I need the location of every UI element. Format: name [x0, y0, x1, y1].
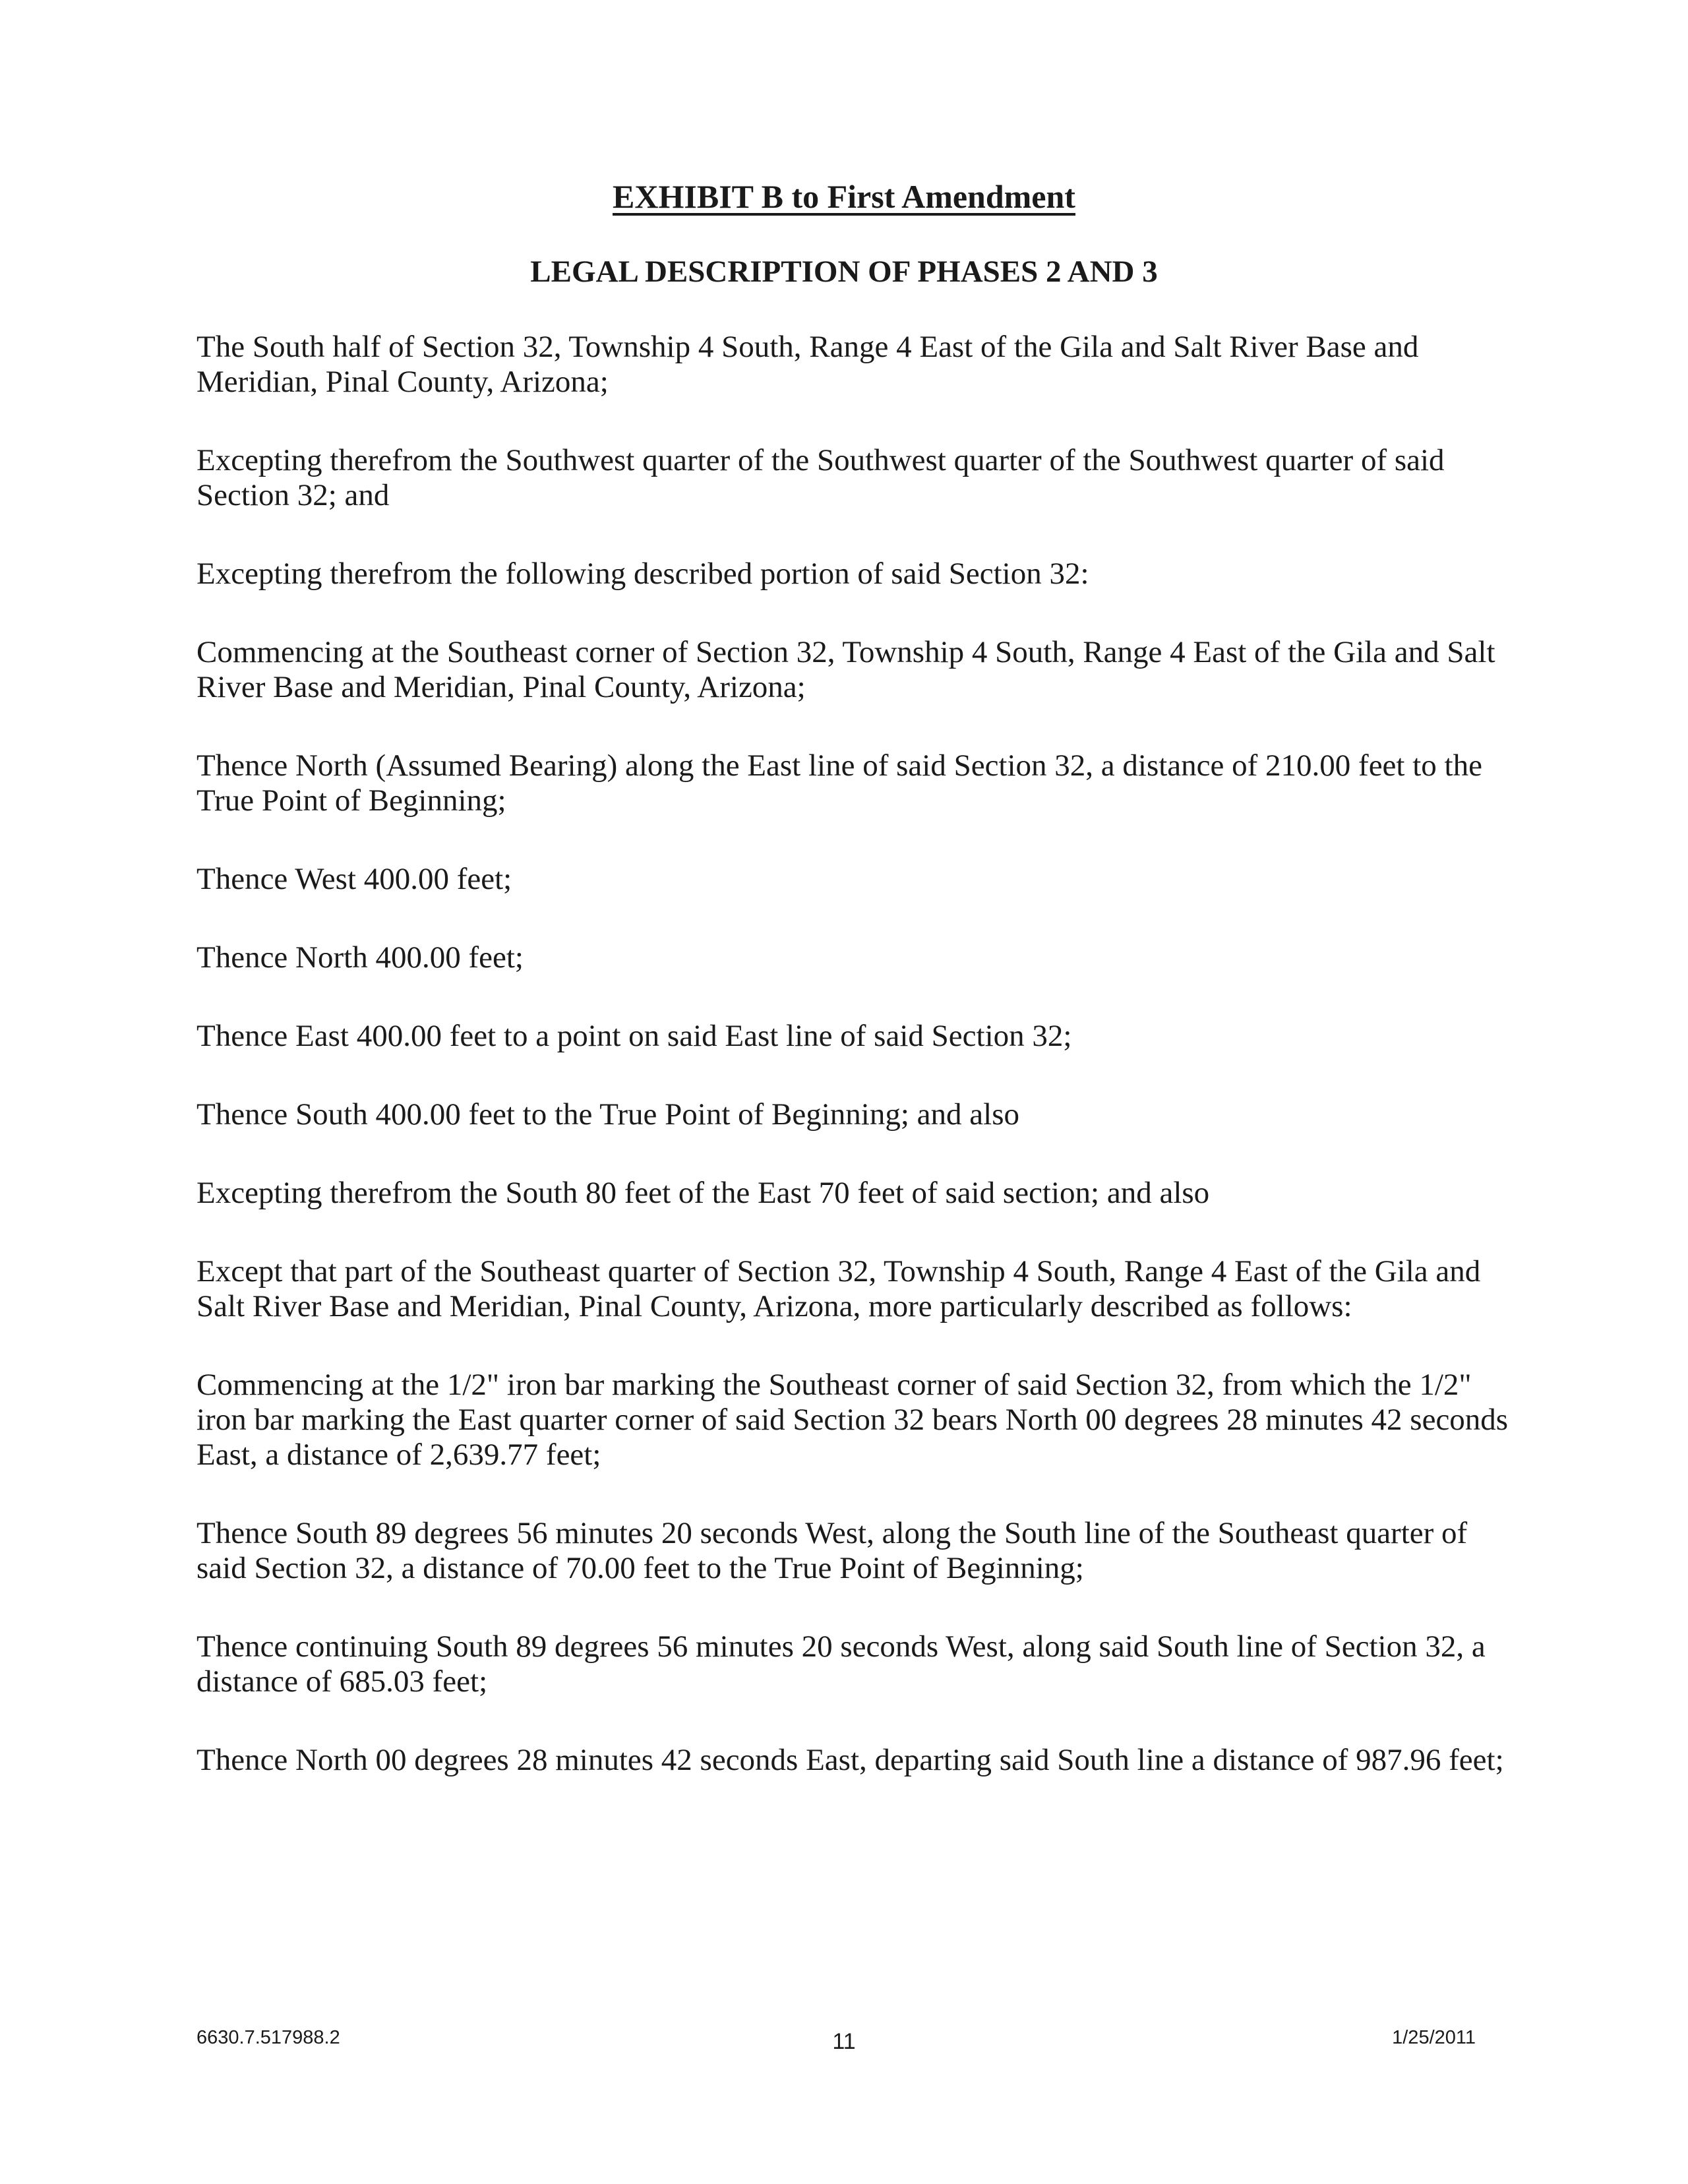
page-number: 11 — [832, 2029, 856, 2054]
paragraph-3: Excepting therefrom the following described portion of said Section 32: — [196, 557, 1089, 591]
paragraph-2: Excepting therefrom the Southwest quarter of the Southwest quarter of the Southwest quarter of said Section 32; and — [196, 443, 1445, 512]
paragraph-9: Thence South 400.00 feet to the True Point of Beginning; and also — [196, 1097, 1019, 1132]
paragraph-13: Thence South 89 degrees 56 minutes 20 seconds West, along the South line of the Southeast quarter of said Section 32, a distance of 70.00 feet to the True Point of Beginning; — [196, 1516, 1468, 1585]
legal-description-body — [196, 330, 1522, 1821]
document-date: 1/25/2011 — [1392, 2027, 1476, 2048]
paragraph-10: Excepting therefrom the South 80 feet of the East 70 feet of said section; and also — [196, 1176, 1210, 1210]
page-subtitle: LEGAL DESCRIPTION OF PHASES 2 AND 3 — [530, 255, 1158, 289]
paragraph-8: Thence East 400.00 feet to a point on said East line of said Section 32; — [196, 1019, 1072, 1053]
paragraph-15: Thence North 00 degrees 28 minutes 42 seconds East, departing said South line a distance of 987.96 feet; — [196, 1743, 1504, 1777]
paragraph-11: Except that part of the Southeast quarter of Section 32, Township 4 South, Range 4 East of the Gila and Salt River Base and Meridian, Pinal County, Arizona, more particularly described as follows: — [196, 1254, 1481, 1323]
page-footer — [0, 2024, 1688, 2064]
paragraph-7: Thence North 400.00 feet; — [196, 940, 524, 975]
document-id: 6630.7.517988.2 — [196, 2027, 340, 2048]
paragraph-5: Thence North (Assumed Bearing) along the East line of said Section 32, a distance of 210.00 feet to the True Point of Beginning; — [196, 748, 1482, 818]
paragraph-4: Commencing at the Southeast corner of Section 32, Township 4 South, Range 4 East of the Gila and Salt River Base and Meridian, Pinal County, Arizona; — [196, 635, 1495, 704]
paragraph-6: Thence West 400.00 feet; — [196, 862, 512, 896]
paragraph-14: Thence continuing South 89 degrees 56 minutes 20 seconds West, along said South line of Section 32, a distance of 685.03 feet; — [196, 1629, 1486, 1699]
page-title: EXHIBIT B to First Amendment — [613, 178, 1075, 215]
paragraph-12: Commencing at the 1/2" iron bar marking the Southeast corner of said Section 32, from which the 1/2" iron bar marking the East quarter corner of said Section 32 bears North 00 degrees 28 minutes 42 seconds East, a distance of 2,639.77 feet; — [196, 1368, 1509, 1472]
paragraph-1: The South half of Section 32, Township 4 South, Range 4 East of the Gila and Salt River Base and Meridian, Pinal County, Arizona; — [196, 330, 1419, 399]
